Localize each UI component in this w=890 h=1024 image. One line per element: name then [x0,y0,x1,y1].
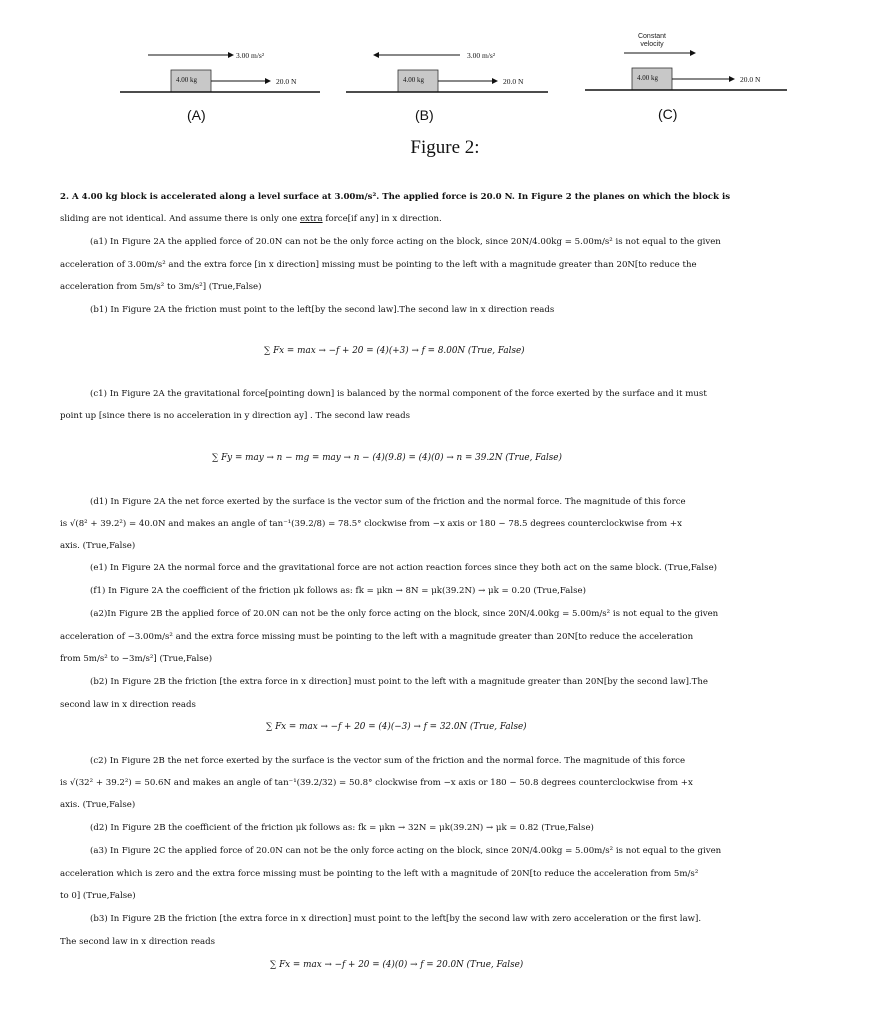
panel-label-b: (B) [415,107,434,123]
accel-label-b: 3.00 m/s² [467,51,496,60]
mass-label-c: 4.00 kg [637,74,658,82]
b2-line-1: (b2) In Figure 2B the friction [the extra force in x direction] must point to the left with a magnitude greater than 20N[by the second law].The [90,677,709,687]
a3-line-2: acceleration which is zero and the extra force missing must be pointing to the left with a magnitude of 20N[to reduce the acceleration from 5m/s² [60,869,699,879]
c1-line-1: (c1) In Figure 2A the gravitational force[pointing down] is balanced by the normal component of the force exerted by the surface and it must [90,389,707,399]
c2-line-2: is √(32² + 39.2²) = 50.6N and makes an angle of tan⁻¹(39.2/32) = 50.8° clockwise from −x axis or 180 − 50.8 degrees counterclockwise from +x [60,778,693,788]
b1-line-1: (b1) In Figure 2A the friction must point to the left[by the second law].The second law in x direction reads [90,305,555,315]
e1-line: (e1) In Figure 2A the normal force and the gravitational force are not action reaction forces since they both act on the same block. (True,False) [90,563,718,573]
figure-caption: Figure 2: [410,137,480,158]
velocity-note-c: Constant velocity [637,33,667,48]
c2-line-3: axis. (True,False) [60,800,136,810]
d2-line: (d2) In Figure 2B the coefficient of the friction μk follows as: fk = μkn → 32N = μk(39.2N) → μk = 0.82 (True,False) [90,823,594,833]
a1-line-3: acceleration from 5m/s² to 3m/s²] (True,False) [60,282,262,292]
f1-line: (f1) In Figure 2A the coefficient of the friction μk follows as: fk = μkn → 8N = μk(39.2N) → μk = 0.20 (True,False) [90,586,586,596]
a1-line-1: (a1) In Figure 2A the applied force of 20.0N can not be the only force acting on the block, since 20N/4.00kg = 5.00m/s² is not equal to the given [90,237,721,247]
force-label-b: 20.0 N [503,77,524,86]
a2-line-2: acceleration of −3.00m/s² and the extra force missing must be pointing to the left with a magnitude greater than 20N[to reduce the acceleration [60,632,694,642]
figure-diagrams [0,0,890,135]
mass-label-a: 4.00 kg [176,76,197,84]
panel-label-a: (A) [187,107,206,123]
a3-line-3: to 0] (True,False) [60,891,136,901]
b3-line-1: (b3) In Figure 2B the friction [the extra force in x direction] must point to the left[by the second law with zero acceleration or the first law]. [90,914,702,924]
figure-2 [0,0,890,160]
c2-line-1: (c2) In Figure 2B the net force exerted by the surface is the vector sum of the friction and the normal force. The magnitude of this force [90,756,686,766]
mass-label-b: 4.00 kg [403,76,424,84]
force-label-a: 20.0 N [276,77,297,86]
a1-line-2: acceleration of 3.00m/s² and the extra force [in x direction] missing must be pointing to the left with a magnitude greater than 20N[to reduce the [60,260,697,270]
d1-line-3: axis. (True,False) [60,541,136,551]
b3-equation: ∑ Fx = max → −f + 20 = (4)(0) → f = 20.0N (True, False) [270,960,524,970]
b2-equation: ∑ Fx = max → −f + 20 = (4)(−3) → f = 32.0N (True, False) [266,722,527,732]
d1-line-2: is √(8² + 39.2²) = 40.0N and makes an angle of tan⁻¹(39.2/8) = 78.5° clockwise from −x axis or 180 − 78.5 degrees counterclockwise from +x [60,519,682,529]
b3-line-2: The second law in x direction reads [60,937,216,947]
extra-underlined: extra [299,214,323,224]
panel-label-c: (C) [658,106,678,122]
a2-line-1: (a2)In Figure 2B the applied force of 20.0N can not be the only force acting on the block, since 20N/4.00kg = 5.00m/s² is not equal to the given [90,609,719,619]
problem-statement-line-1: 2. A 4.00 kg block is accelerated along a level surface at 3.00m/s². The applied force is 20.0 N. In Figure 2 the planes on which the block is [60,192,731,202]
accel-label-a: 3.00 m/s² [236,51,265,60]
b2-line-2: second law in x direction reads [60,700,196,710]
a3-line-1: (a3) In Figure 2C the applied force of 20.0N can not be the only force acting on the block, since 20N/4.00kg = 5.00m/s² is not equal to the given [90,846,722,856]
c1-equation: ∑ Fy = may → n − mg = may → n − (4)(9.8) = (4)(0) → n = 39.2N (True, False) [212,453,562,463]
c1-line-2: point up [since there is no acceleration in y direction ay] . The second law reads [60,411,411,421]
d1-line-1: (d1) In Figure 2A the net force exerted by the surface is the vector sum of the friction and the normal force. The magnitude of this force [90,497,686,507]
problem-statement-line-2 [60,214,442,224]
l2a: sliding are not identical. And assume there is only one [60,214,300,224]
force-label-c: 20.0 N [740,75,761,84]
a2-line-3: from 5m/s² to −3m/s²] (True,False) [60,654,213,664]
b1-equation: ∑ Fx = max → −f + 20 = (4)(+3) → f = 8.00N (True, False) [264,346,525,356]
l2b: force[if any] in x direction. [322,214,442,224]
